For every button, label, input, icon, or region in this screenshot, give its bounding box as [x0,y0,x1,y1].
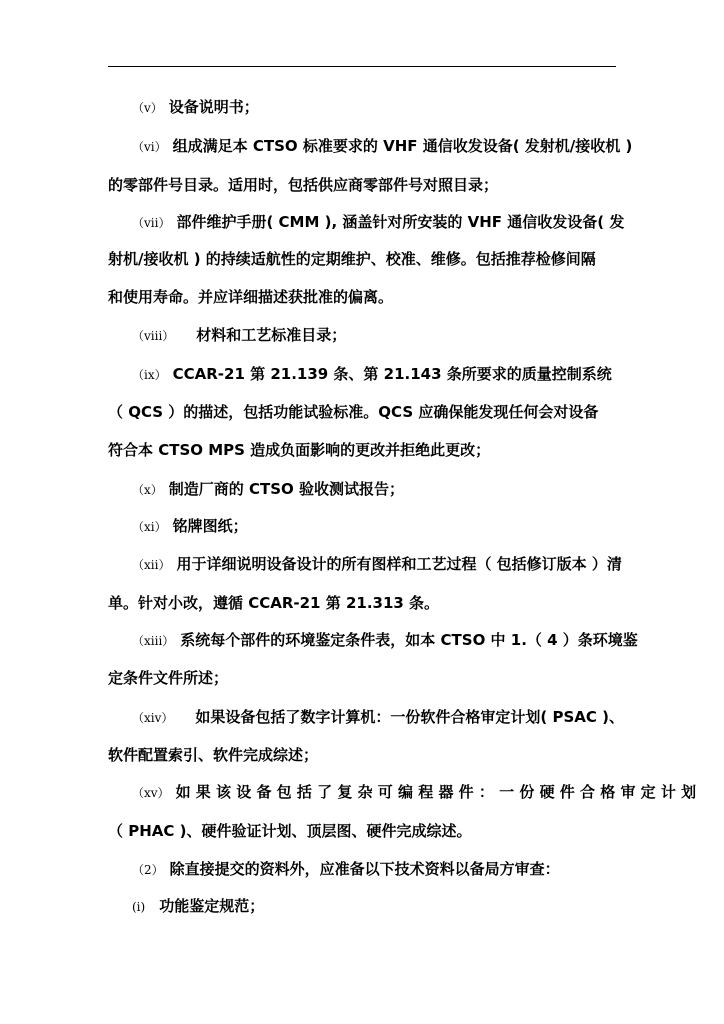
item-number: （ix） [132,368,167,382]
item-number: （xiv） [132,711,174,725]
item-number: （vi） [132,140,167,154]
item-text: 和使用寿命。并应详细描述获批准的偏离。 [108,288,394,306]
item-vi-continuation [108,175,616,195]
section-2-intro [132,859,616,880]
item-xiii-continuation [108,668,616,688]
item-text: 铭牌图纸； [172,517,248,535]
item-number: （x） [132,483,163,497]
item-text: 制造厂商的 CTSO 验收测试报告； [168,480,405,498]
item-number: （xii） [132,558,171,572]
item-xiv-continuation [108,745,616,765]
item-text: 如果设备包括了数字计算机：一份软件合格审定计划( PSAC )、 [195,708,624,726]
item-vi [132,136,633,157]
item-text: 单。针对小改，遵循 CCAR-21 第 21.313 条。 [108,594,440,612]
item-number: (i) [132,900,146,914]
item-text: 系统每个部件的环境鉴定条件表，如本 CTSO 中 1.（ 4 ）条环境鉴 [180,631,638,649]
item-text: 用于详细说明设备设计的所有图样和工艺过程（ 包括修订版本 ）清 [176,555,622,573]
item-ix [132,364,616,385]
item-text: 部件维护手册( CMM ), 涵盖针对所安装的 VHF 通信收发设备( 发 [176,213,625,231]
item-text: （ PHAC )、硬件验证计划、顶层图、硬件完成综述。 [108,822,472,840]
item-text: 功能鉴定规范； [159,897,265,915]
item-xii [132,554,622,575]
item-text: 设备说明书； [168,98,259,116]
item-text: 定条件文件所述； [108,669,229,687]
item-xv-continuation [108,821,616,841]
item-number: （xv） [132,786,170,800]
item-vii [132,212,625,233]
item-text: 软件配置索引、软件完成综述； [108,746,319,764]
item-xiii [132,630,638,651]
item-text: （ QCS ）的描述，包括功能试验标准。QCS 应确保能发现任何会对设备 [108,403,599,421]
item-ix-continuation [108,440,616,460]
item-text: 组成满足本 CTSO 标准要求的 VHF 通信收发设备( 发射机/接收机 ) [172,137,633,155]
item-number: （vii） [132,216,171,230]
item-text: 除直接提交的资料外，应准备以下技术资料以备局方审查： [169,860,560,878]
item-text: 材料和工艺标准目录； [196,326,347,344]
item-xi [132,516,616,537]
item-vii-continuation [108,249,616,269]
item-ix-continuation [108,402,616,422]
item-number: （xi） [132,520,167,534]
item-vii-continuation [108,287,616,307]
item-xiv [132,707,624,728]
item-number: （viii） [132,329,175,343]
item-v [132,97,616,118]
item-viii [132,325,616,346]
item-i [132,896,616,917]
item-number: （v） [132,101,163,115]
item-xii-continuation [108,593,616,613]
item-text: 如 果 该 设 备 包 括 了 复 杂 可 编 程 器 件 ： 一 份 硬 件 合 格 审 定 计 划 [175,783,697,801]
item-text: 符合本 CTSO MPS 造成负面影响的更改并拒绝此更改； [108,441,491,459]
item-x [132,479,616,500]
header-rule [108,66,616,67]
item-text: CCAR-21 第 21.139 条、第 21.143 条所要求的质量控制系统 [172,365,612,383]
item-text: 射机/接收机 ) 的持续适航性的定期维护、校准、维修。包括推荐检修间隔 [108,250,596,268]
item-text: 的零部件号目录。适用时，包括供应商零部件号对照目录； [108,176,499,194]
item-number: （xiii） [132,634,175,648]
item-xv [132,782,697,803]
item-number: （2） [132,863,164,877]
